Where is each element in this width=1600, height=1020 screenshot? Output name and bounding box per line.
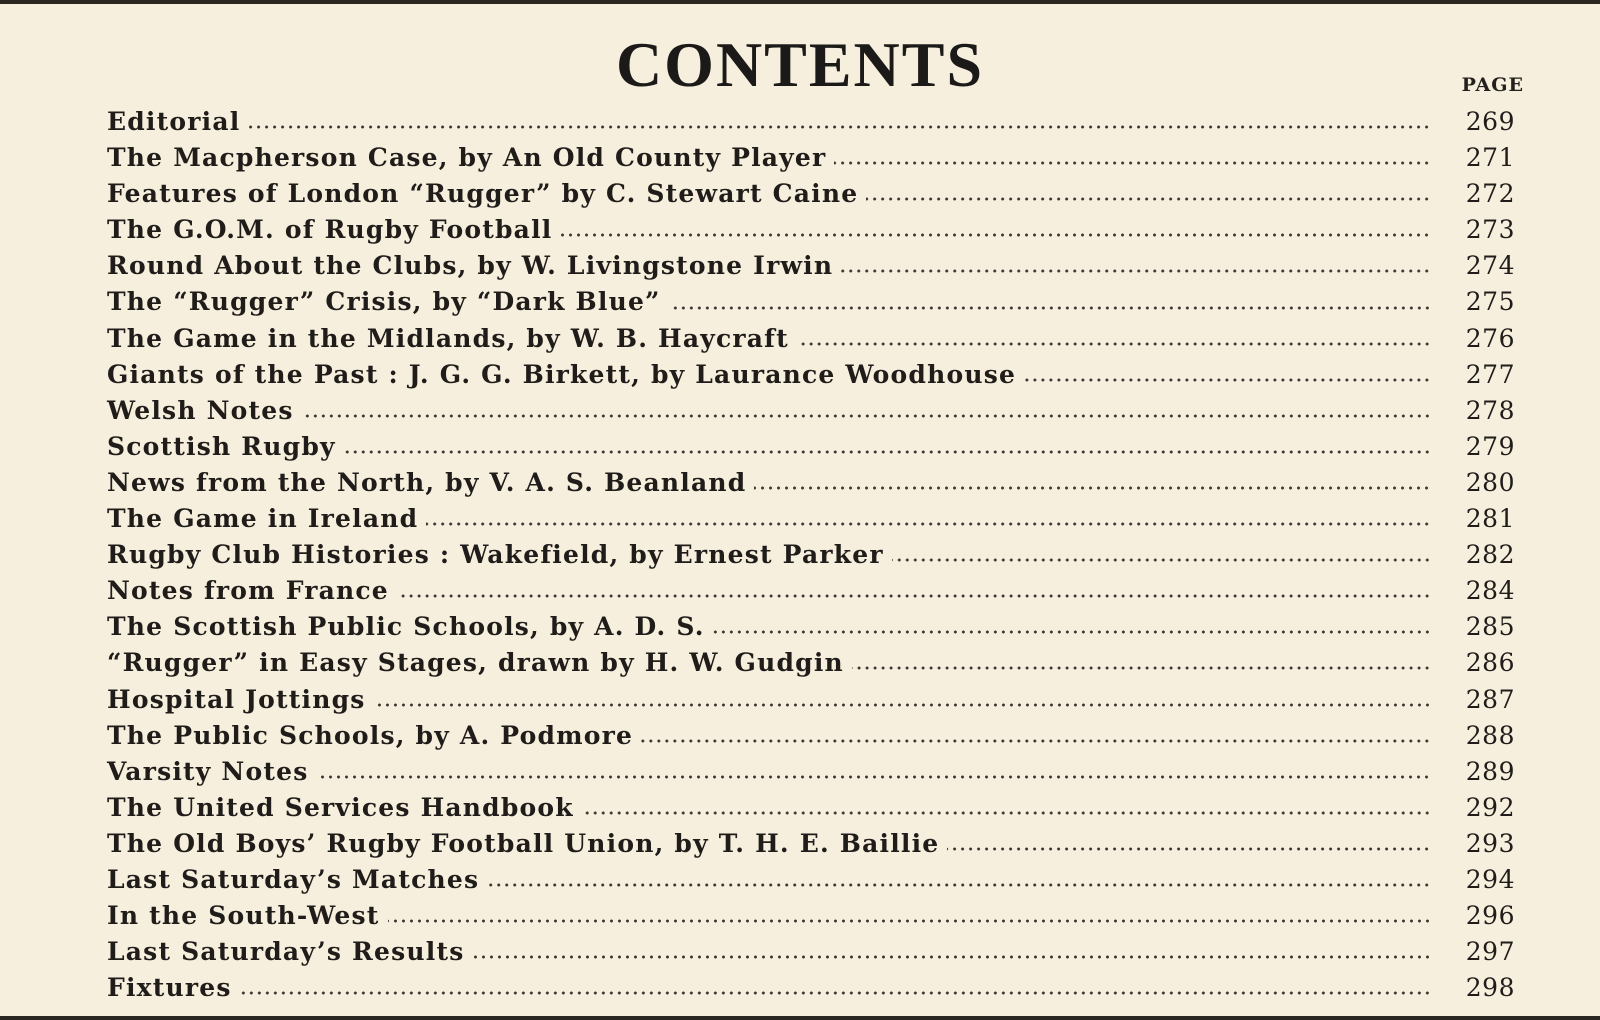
entry-page-number: 288 <box>1465 720 1515 750</box>
list-item <box>107 501 1515 537</box>
entry-title: Welsh Notes <box>107 395 294 425</box>
entry-title: The Public Schools, by A. Podmore <box>107 720 634 750</box>
entry-title: The United Services Handbook <box>107 792 574 822</box>
list-item <box>107 357 1515 393</box>
dot-leader <box>713 628 1431 636</box>
entry-page-number: 276 <box>1465 323 1515 353</box>
entry-title: Round About the Clubs, by W. Livingstone Irwin <box>107 251 834 281</box>
entry-page-number: 280 <box>1465 467 1515 497</box>
list-item <box>107 321 1515 357</box>
dot-leader <box>834 159 1431 167</box>
dot-leader <box>892 556 1431 564</box>
entry-page-number: 296 <box>1465 901 1515 931</box>
dot-leader <box>1024 376 1431 384</box>
entry-page-number: 297 <box>1465 937 1515 967</box>
entry-title: Features of London “Rugger” by C. Stewart Caine <box>107 179 859 209</box>
list-item <box>107 393 1515 429</box>
dot-leader <box>316 773 1431 781</box>
list-item <box>107 934 1515 970</box>
entry-title: Notes from France <box>107 576 389 606</box>
entry-title: The Game in the Midlands, by W. B. Haycraft <box>107 323 789 353</box>
entry-title: News from the North, by V. A. S. Beanland <box>107 467 747 497</box>
dot-leader <box>754 484 1431 492</box>
entry-title: Scottish Rugby <box>107 431 336 461</box>
entry-page-number: 274 <box>1465 251 1515 281</box>
entry-page-number: 272 <box>1465 179 1515 209</box>
entry-title: The Old Boys’ Rugby Football Union, by T. H. E. Baillie <box>107 828 940 858</box>
entry-title: Giants of the Past : J. G. G. Birkett, by Laurance Woodhouse <box>107 359 1017 389</box>
list-item <box>107 970 1515 1006</box>
dot-leader <box>641 737 1431 745</box>
entry-page-number: 287 <box>1465 684 1515 714</box>
dot-leader <box>388 917 1431 925</box>
dot-leader <box>841 267 1431 275</box>
dot-leader <box>397 592 1431 600</box>
entry-page-number: 275 <box>1465 287 1515 317</box>
entry-title: The G.O.M. of Rugby Football <box>107 215 553 245</box>
contents-list <box>107 104 1515 1006</box>
list-item <box>107 609 1515 645</box>
dot-leader <box>852 664 1431 672</box>
entry-page-number: 285 <box>1465 612 1515 642</box>
entry-page-number: 284 <box>1465 576 1515 606</box>
dot-leader <box>866 195 1431 203</box>
list-item <box>107 212 1515 248</box>
entry-title: “Rugger” in Easy Stages, drawn by H. W. Gudgin <box>107 648 844 678</box>
entry-page-number: 281 <box>1465 504 1515 534</box>
list-item <box>107 682 1515 718</box>
entry-page-number: 294 <box>1465 864 1515 894</box>
entry-title: Fixtures <box>107 973 232 1003</box>
entry-page-number: 289 <box>1465 756 1515 786</box>
dot-leader <box>797 340 1431 348</box>
entry-title: Last Saturday’s Matches <box>107 864 480 894</box>
list-item <box>107 898 1515 934</box>
entry-page-number: 278 <box>1465 395 1515 425</box>
entry-title: Varsity Notes <box>107 756 309 786</box>
dot-leader <box>302 412 1431 420</box>
list-item <box>107 537 1515 573</box>
dot-leader <box>248 123 1431 131</box>
dot-leader <box>374 701 1431 709</box>
entry-page-number: 279 <box>1465 431 1515 461</box>
dot-leader <box>560 231 1431 239</box>
entry-title: Last Saturday’s Results <box>107 937 465 967</box>
entry-title: Rugby Club Histories : Wakefield, by Ernest Parker <box>107 540 884 570</box>
dot-leader <box>240 989 1431 997</box>
dot-leader <box>344 448 1431 456</box>
list-item <box>107 248 1515 284</box>
list-item <box>107 104 1515 140</box>
entry-page-number: 293 <box>1465 828 1515 858</box>
entry-page-number: 292 <box>1465 792 1515 822</box>
entry-title: The “Rugger” Crisis, by “Dark Blue” <box>107 287 661 317</box>
entry-title: The Macpherson Case, by An Old County Player <box>107 143 827 173</box>
entry-page-number: 273 <box>1465 215 1515 245</box>
list-item <box>107 790 1515 826</box>
page-column-header: PAGE <box>1461 74 1524 96</box>
list-item <box>107 718 1515 754</box>
list-item <box>107 284 1515 320</box>
list-item <box>107 465 1515 501</box>
list-item <box>107 573 1515 609</box>
dot-leader <box>947 845 1431 853</box>
entry-title: Editorial <box>107 107 241 136</box>
entry-page-number: 286 <box>1465 648 1515 678</box>
entry-page-number: 269 <box>1465 107 1515 136</box>
list-item <box>107 645 1515 681</box>
entry-title: In the South-West <box>107 901 380 931</box>
entry-page-number: 298 <box>1465 973 1515 1003</box>
list-item <box>107 140 1515 176</box>
dot-leader <box>582 809 1431 817</box>
dot-leader <box>487 881 1431 889</box>
entry-page-number: 282 <box>1465 540 1515 570</box>
list-item <box>107 862 1515 898</box>
dot-leader <box>473 953 1431 961</box>
dot-leader <box>669 304 1431 312</box>
entry-title: The Game in Ireland <box>107 504 419 534</box>
entry-title: Hospital Jottings <box>107 684 366 714</box>
page-title: CONTENTS <box>615 29 985 100</box>
dot-leader <box>426 520 1431 528</box>
list-item <box>107 754 1515 790</box>
entry-title: The Scottish Public Schools, by A. D. S. <box>107 612 705 642</box>
entry-page-number: 277 <box>1465 359 1515 389</box>
list-item <box>107 176 1515 212</box>
list-item <box>107 826 1515 862</box>
entry-page-number: 271 <box>1465 143 1515 173</box>
list-item <box>107 429 1515 465</box>
